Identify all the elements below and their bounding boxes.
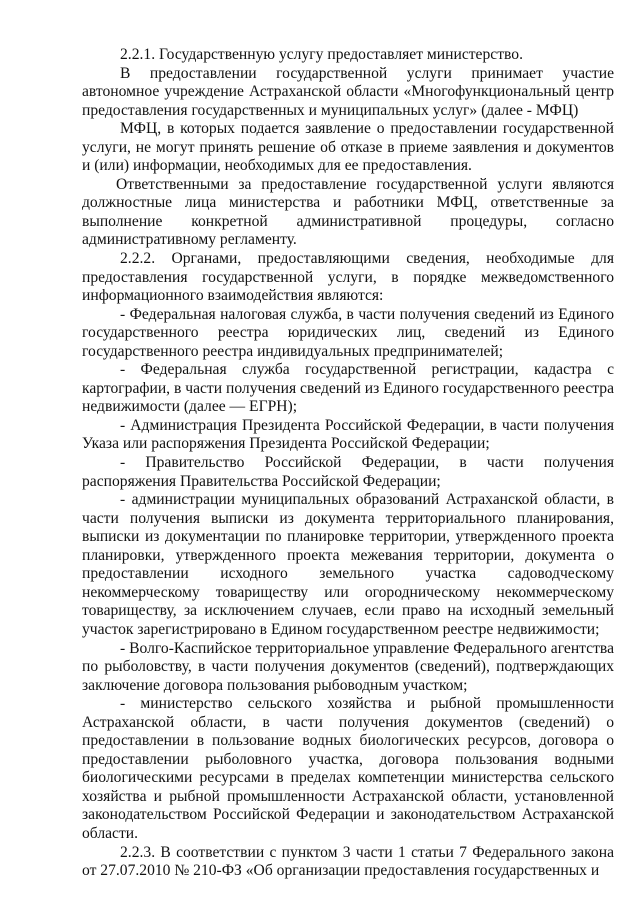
paragraph-mfc-participation: В предоставлении государственной услуги принимает участие автономное учреждение Астраханской области «Многофункциональный центр предоставления государственных и муниципальных услуг» (далее - МФЦ) bbox=[82, 64, 614, 119]
paragraph-2-2-2: 2.2.2. Органами, предоставляющими сведения, необходимые для предоставления государственной услуги, в порядке межведомственного информационного взаимодействия являются: bbox=[82, 250, 614, 305]
paragraph-2-2-1: 2.2.1. Государственную услугу предоставляет министерство. bbox=[120, 46, 523, 63]
list-item-tax-service: - Федеральная налоговая служба, в части получения сведений из Единого государственного реестра юридических лиц, сведений из Единого государственного реестра индивидуальных предпринимателей; bbox=[82, 305, 614, 360]
paragraph-mfc-restriction: МФЦ, в которых подается заявление о предоставлении государственной услуги, не могут принять решение об отказе в приеме заявления и документов и (или) информации, необходимых для ее предоставления. bbox=[82, 120, 614, 175]
list-item-government: - Правительство Российской Федерации, в части получения распоряжения Правительства Российской Федерации; bbox=[82, 454, 614, 490]
list-item-fisheries-agency: - Волго-Каспийское территориальное управление Федерального агентства по рыболовству, в части получения документов (сведений), подтверждающих заключение договора пользования рыбоводным участком; bbox=[82, 639, 614, 694]
list-item-municipal-administrations: - администрации муниципальных образований Астраханской области, в части получения выписки из документа территориального планирования, выписки из документации по планировке территории, утвержденного проекта планировки, утвержденного проекта межевания территории, документа о предоставлении исходного земельного участка садоводческому некоммерческому товариществу или огородническому некоммерческому товариществу, за исключением случаев, если право на исходный земельный участок зарегистрировано в Едином государственном реестре недвижимости; bbox=[82, 491, 614, 638]
paragraph-2-2-3: 2.2.3. В соответствии с пунктом 3 части 1 статьи 7 Федерального закона от 27.07.2010 № 210-ФЗ «Об организации предоставления государственных и bbox=[82, 843, 614, 880]
list-item-agriculture-ministry: - министерство сельского хозяйства и рыбной промышленности Астраханской области, в части получения документов (сведений) о предоставлении в пользование водных биологических ресурсов, договора о предоставлении рыболовного участка, договора пользования водными биологическими ресурсами в пределах компетенции министерства сельского хозяйства и рыбной промышленности Астраханской области, установленной законодательством Российской Федерации и законодательством Астраханской области. bbox=[82, 695, 614, 842]
document-body bbox=[82, 46, 614, 881]
list-item-president-administration: - Администрация Президента Российской Федерации, в части получения Указа или распоряжения Президента Российской Федерации; bbox=[82, 416, 614, 453]
list-item-registration-service: - Федеральная служба государственной регистрации, кадастра с картографии, в части получения сведений из Единого государственного реестра недвижимости (далее — ЕГРН); bbox=[82, 361, 614, 416]
paragraph-responsible-persons: Ответственными за предоставление государственной услуги являются должностные лица министерства и работники МФЦ, ответственные за выполнение конкретной административной процедуры, согласно административному регламенту. bbox=[82, 175, 614, 249]
